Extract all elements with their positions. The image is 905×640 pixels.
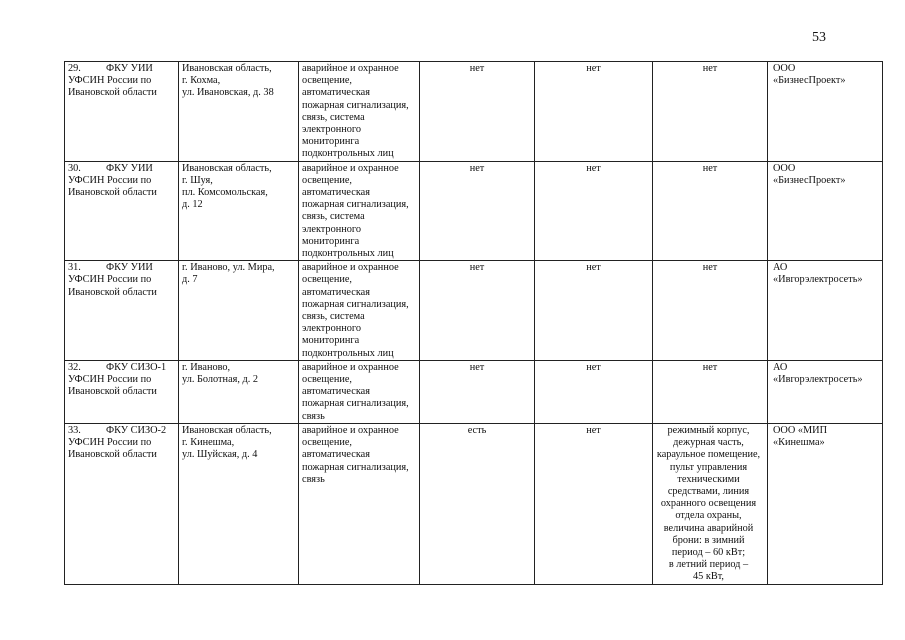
- address-cell-line: г. Кохма,: [182, 75, 221, 87]
- column-4-cell: нет: [420, 161, 535, 261]
- organization-line: ФКУ УИИ: [106, 162, 153, 174]
- row-number: 30.: [68, 162, 81, 174]
- systems-cell-line: подконтрольных лиц: [302, 248, 394, 260]
- column-6-cell-line: дежурная часть,: [673, 437, 744, 449]
- address-cell: [179, 261, 299, 361]
- table-row: [65, 261, 883, 361]
- organization-cell: [65, 360, 179, 423]
- systems-cell-line: освещение,: [302, 75, 353, 87]
- organization-line: ФКУ СИЗО-2: [106, 424, 167, 436]
- address-cell-line: пл. Комсомольская,: [182, 187, 268, 199]
- contractor-cell-line: ООО «МИП: [773, 424, 828, 436]
- column-6-cell: [653, 360, 768, 423]
- organization-cell: [65, 423, 179, 584]
- organization-cell: [65, 161, 179, 261]
- organization-line: Ивановской области: [68, 187, 157, 199]
- organization-line: УФСИН России по: [68, 274, 152, 286]
- table-row: [65, 360, 883, 423]
- address-cell-line: г. Иваново, ул. Мира,: [182, 262, 275, 274]
- contractor-cell-line: «БизнесПроект»: [773, 75, 846, 87]
- systems-cell-line: пожарная сигнализация,: [302, 398, 409, 410]
- contractor-cell-line: «Кинешма»: [773, 437, 825, 449]
- systems-cell-line: мониторинга: [302, 235, 360, 247]
- table-row: [65, 161, 883, 261]
- column-6-cell-line: период – 60 кВт;: [671, 546, 746, 558]
- column-6-cell-line: в летний период –: [668, 559, 749, 571]
- organization-line: УФСИН России по: [68, 437, 152, 449]
- systems-cell-line: пожарная сигнализация,: [302, 99, 409, 111]
- column-6-cell-line: 45 кВт,: [692, 571, 725, 583]
- row-number: 29.: [68, 63, 81, 74]
- table-row: [65, 62, 883, 162]
- organization-cell: [65, 62, 179, 162]
- systems-cell-line: мониторинга: [302, 335, 360, 347]
- contractor-cell-line: АО: [773, 361, 788, 373]
- systems-cell: [299, 161, 420, 261]
- systems-cell-line: электронного: [302, 124, 362, 136]
- organization-line: УФСИН России по: [68, 75, 152, 87]
- organization-cell: [65, 261, 179, 361]
- column-6-cell-line: техническими: [677, 473, 740, 485]
- systems-cell-line: автоматическая: [302, 386, 370, 398]
- systems-cell-line: автоматическая: [302, 449, 370, 461]
- column-6-cell-line: нет: [702, 361, 718, 373]
- systems-cell-line: электронного: [302, 223, 362, 235]
- contractor-cell: [768, 423, 883, 584]
- column-6-cell-line: охранного освещения: [660, 498, 757, 510]
- systems-cell-line: подконтрольных лиц: [302, 347, 394, 359]
- address-cell-line: д. 7: [182, 274, 198, 286]
- systems-cell-line: аварийное и охранное: [302, 63, 399, 74]
- row-number: 31.: [68, 262, 81, 274]
- organization-line: Ивановской области: [68, 87, 157, 99]
- column-5-cell: нет: [535, 62, 653, 162]
- contractor-cell-line: «БизнесПроект»: [773, 174, 846, 186]
- systems-cell: [299, 360, 420, 423]
- systems-cell-line: аварийное и охранное: [302, 262, 399, 274]
- row-number: 32.: [68, 361, 81, 373]
- systems-cell-line: автоматическая: [302, 286, 370, 298]
- column-6-cell-line: пульт управления: [669, 461, 748, 473]
- systems-cell-line: освещение,: [302, 174, 353, 186]
- organization-line: Ивановской области: [68, 286, 157, 298]
- column-6-cell-line: величина аварийной: [663, 522, 754, 534]
- systems-cell-line: связь, система: [302, 111, 365, 123]
- column-4-cell: нет: [420, 62, 535, 162]
- contractor-cell: [768, 62, 883, 162]
- contractor-cell-line: ООО: [773, 63, 796, 74]
- address-cell-line: г. Иваново,: [182, 361, 231, 373]
- column-6-cell-line: режимный корпус,: [667, 424, 750, 436]
- column-6-cell: [653, 261, 768, 361]
- address-cell-line: г. Кинешма,: [182, 437, 235, 449]
- column-6-cell-line: брони: в зимний: [672, 534, 745, 546]
- systems-cell-line: освещение,: [302, 374, 353, 386]
- address-cell-line: ул. Болотная, д. 2: [182, 374, 259, 386]
- address-cell-line: ул. Шуйская, д. 4: [182, 449, 258, 461]
- column-4-cell: нет: [420, 360, 535, 423]
- address-cell: [179, 423, 299, 584]
- contractor-cell: [768, 261, 883, 361]
- organization-line: УФСИН России по: [68, 174, 152, 186]
- facilities-table: [64, 61, 883, 585]
- systems-cell: [299, 261, 420, 361]
- column-6-cell-line: средствами, линия: [667, 485, 750, 497]
- systems-cell-line: автоматическая: [302, 87, 370, 99]
- column-6-cell-line: нет: [702, 162, 718, 174]
- systems-cell-line: аварийное и охранное: [302, 424, 399, 436]
- systems-cell-line: связь, система: [302, 311, 365, 323]
- systems-cell-line: аварийное и охранное: [302, 162, 399, 174]
- contractor-cell: [768, 161, 883, 261]
- column-5-cell: нет: [535, 261, 653, 361]
- page-number: 53: [812, 30, 826, 45]
- contractor-cell-line: АО: [773, 262, 788, 274]
- organization-line: Ивановской области: [68, 449, 157, 461]
- address-cell: [179, 62, 299, 162]
- organization-line: ФКУ СИЗО-1: [106, 361, 167, 373]
- column-5-cell: нет: [535, 360, 653, 423]
- systems-cell-line: пожарная сигнализация,: [302, 199, 409, 211]
- organization-line: ФКУ УИИ: [106, 262, 153, 274]
- column-5-cell: нет: [535, 423, 653, 584]
- contractor-cell-line: ООО: [773, 162, 796, 174]
- systems-cell-line: пожарная сигнализация,: [302, 298, 409, 310]
- systems-cell-line: связь: [302, 410, 325, 422]
- contractor-cell: [768, 360, 883, 423]
- systems-cell-line: связь: [302, 473, 325, 485]
- column-6-cell: [653, 62, 768, 162]
- address-cell-line: г. Шуя,: [182, 174, 213, 186]
- systems-cell-line: мониторинга: [302, 136, 360, 148]
- column-6-cell-line: нет: [702, 63, 718, 74]
- contractor-cell-line: «Ивгорэлектросеть»: [773, 374, 863, 386]
- address-cell-line: Ивановская область,: [182, 162, 272, 174]
- organization-line: ФКУ УИИ: [106, 63, 153, 74]
- address-cell-line: Ивановская область,: [182, 63, 272, 74]
- systems-cell-line: освещение,: [302, 274, 353, 286]
- address-cell: [179, 161, 299, 261]
- systems-cell-line: связь, система: [302, 211, 365, 223]
- systems-cell: [299, 423, 420, 584]
- systems-cell-line: освещение,: [302, 437, 353, 449]
- column-6-cell: [653, 161, 768, 261]
- address-cell-line: ул. Ивановская, д. 38: [182, 87, 274, 99]
- systems-cell-line: подконтрольных лиц: [302, 148, 394, 160]
- systems-cell-line: аварийное и охранное: [302, 361, 399, 373]
- contractor-cell-line: «Ивгорэлектросеть»: [773, 274, 863, 286]
- column-6-cell-line: нет: [702, 262, 718, 274]
- systems-cell: [299, 62, 420, 162]
- column-6-cell: [653, 423, 768, 584]
- column-4-cell: есть: [420, 423, 535, 584]
- systems-cell-line: пожарная сигнализация,: [302, 461, 409, 473]
- address-cell-line: д. 12: [182, 199, 203, 211]
- organization-line: УФСИН России по: [68, 374, 152, 386]
- address-cell-line: Ивановская область,: [182, 424, 272, 436]
- table-row: [65, 423, 883, 584]
- systems-cell-line: автоматическая: [302, 187, 370, 199]
- column-6-cell-line: караульное помещение,: [656, 449, 761, 461]
- column-5-cell: нет: [535, 161, 653, 261]
- systems-cell-line: электронного: [302, 323, 362, 335]
- column-4-cell: нет: [420, 261, 535, 361]
- row-number: 33.: [68, 424, 81, 436]
- organization-line: Ивановской области: [68, 386, 157, 398]
- address-cell: [179, 360, 299, 423]
- column-6-cell-line: отдела охраны,: [675, 510, 742, 522]
